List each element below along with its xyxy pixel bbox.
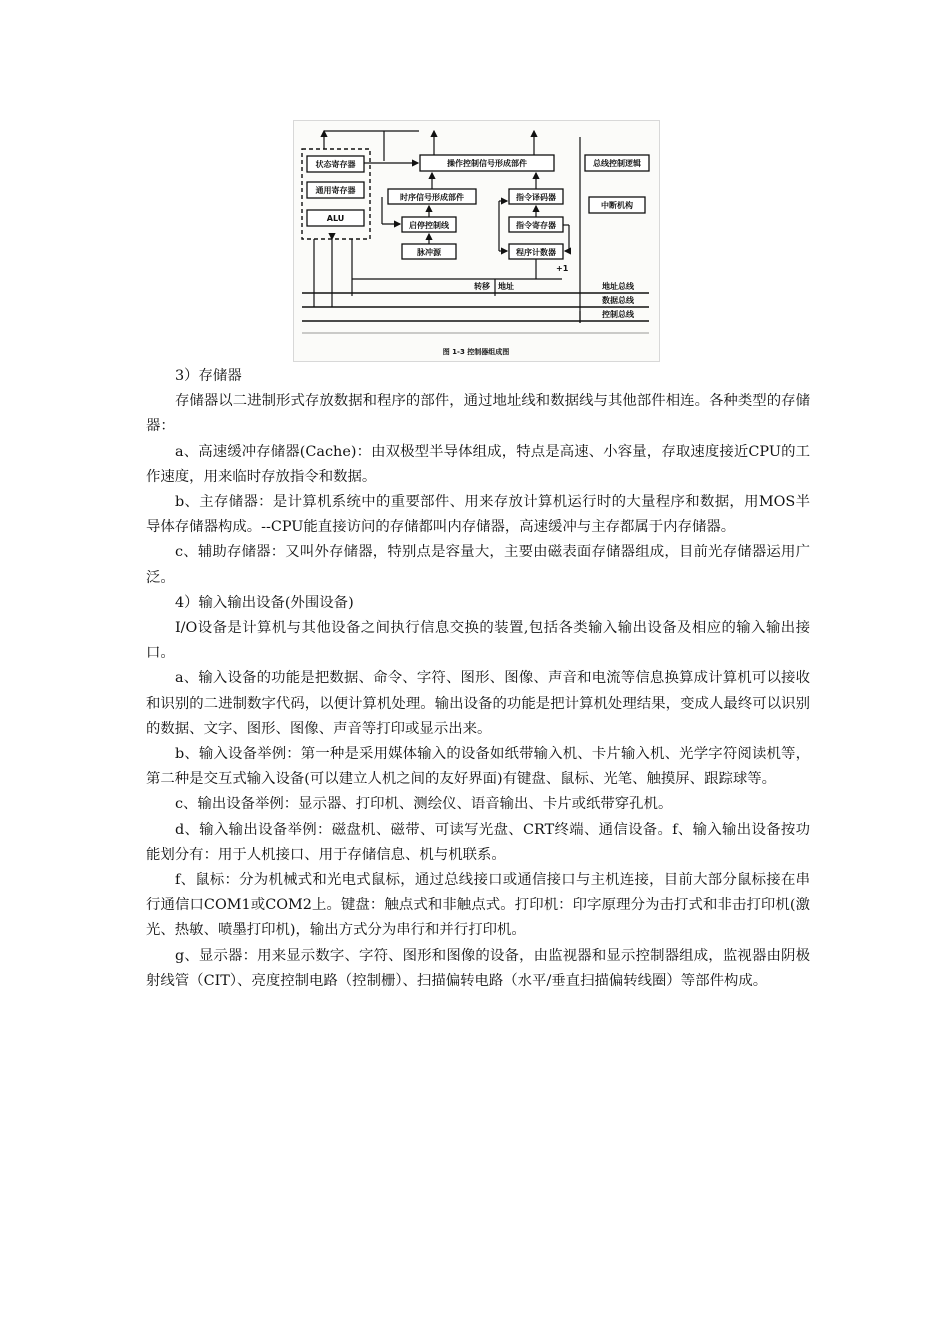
address-label: 地址	[498, 282, 514, 291]
io-f-paragraph: f、鼠标：分为机械式和光电式鼠标，通过总线接口或通信接口与主机连接，目前大部分鼠标接在串行通信口COM1或COM2上。键盘：触点式和非触点式。打印机：印字原理分为击打式和非击打印机(激光、热敏、喷墨打印机)，输出方式分为串行和并行打印机。	[146, 872, 810, 939]
address-bus-label: 地址总线	[602, 282, 634, 291]
document-body	[146, 364, 810, 994]
io-heading: 4）输入输出设备(外围设备)	[175, 594, 354, 611]
io-g-paragraph: g、显示器：用来显示数字、字符、图形和图像的设备，由监视器和显示控制器组成，监视器由阴极射线管（CIT）、亮度控制电路（控制栅）、扫描偏转电路（水平/垂直扫描偏转线圈）等部件构成。	[146, 947, 810, 989]
interrupt-label: 中断机构	[601, 201, 633, 210]
control-bus-label: 控制总线	[602, 310, 634, 319]
general-register-label: 通用寄存器	[315, 186, 356, 195]
main-memory-paragraph: b、主存储器：是计算机系统中的重要部件、用来存放计算机运行时的大量程序和数据，用MOS半导体存储器构成。--CPU能直接访问的存储都叫内存储器，高速缓冲与主存都属于内存储器。	[146, 494, 810, 536]
alu-label: ALU	[326, 214, 345, 223]
instruction-decoder-label: 指令译码器	[516, 193, 556, 202]
data-bus-label: 数据总线	[602, 296, 634, 305]
storage-heading: 3）存储器	[175, 368, 242, 384]
timing-label: 时序信号形成部件	[400, 193, 464, 202]
figure-caption: 图 1-3 控制器组成图	[442, 348, 510, 356]
cache-paragraph: a、高速缓冲存储器(Cache)：由双极型半导体组成，特点是高速、小容量，存取速度接近CPU的工作速度，用来临时存放指令和数据。	[146, 443, 810, 485]
storage-intro-paragraph: 存储器以二进制形式存放数据和程序的部件，通过地址线和数据线与其他部件相连。各种类型的存储器：	[146, 393, 810, 435]
instruction-register-label: 指令寄存器	[516, 221, 556, 230]
io-c-paragraph: c、输出设备举例：显示器、打印机、测绘仪、语音输出、卡片或纸带穿孔机。	[175, 796, 673, 813]
controller-diagram	[293, 120, 660, 362]
transfer-label: 转移	[474, 282, 490, 291]
bus-control-label: 总线控制逻辑	[593, 159, 641, 168]
controller-diagram-svg	[294, 121, 659, 361]
program-counter-label: 程序计数器	[516, 248, 556, 257]
io-intro-paragraph: I/O设备是计算机与其他设备之间执行信息交换的装置,包括各类输入输出设备及相应的输入输出接口。	[146, 620, 810, 662]
io-b-paragraph: b、输入设备举例：第一种是采用媒体输入的设备如纸带输入机、卡片输入机、光学字符阅读机等，第二种是交互式输入设备(可以建立人机之间的友好界面)有键盘、鼠标、光笔、触摸屏、跟踪球等。	[146, 746, 810, 788]
pulse-source-label: 脉冲源	[417, 248, 441, 257]
status-register-label: 状态寄存器	[315, 160, 356, 169]
aux-memory-paragraph: c、辅助存储器：又叫外存储器，特别点是容量大，主要由磁表面存储器组成，目前光存储器运用广泛。	[146, 544, 810, 586]
io-d-paragraph: d、输入输出设备举例：磁盘机、磁带、可读写光盘、CRT终端、通信设备。f、输入输出设备按功能划分有：用于人机接口、用于存储信息、机与机联系。	[146, 821, 810, 863]
start-stop-label: 启停控制线	[409, 221, 449, 230]
io-a-paragraph: a、输入设备的功能是把数据、命令、字符、图形、图像、声音和电流等信息换算成计算机可以接收和识别的二进制数字代码，以便计算机处理。输出设备的功能是把计算机处理结果，变成人最终可以识别的数据、文字、图形、图像、声音等打印或显示出来。	[146, 670, 810, 737]
plus-one-label: +1	[556, 264, 569, 273]
op-control-label: 操作控制信号形成部件	[447, 159, 527, 168]
